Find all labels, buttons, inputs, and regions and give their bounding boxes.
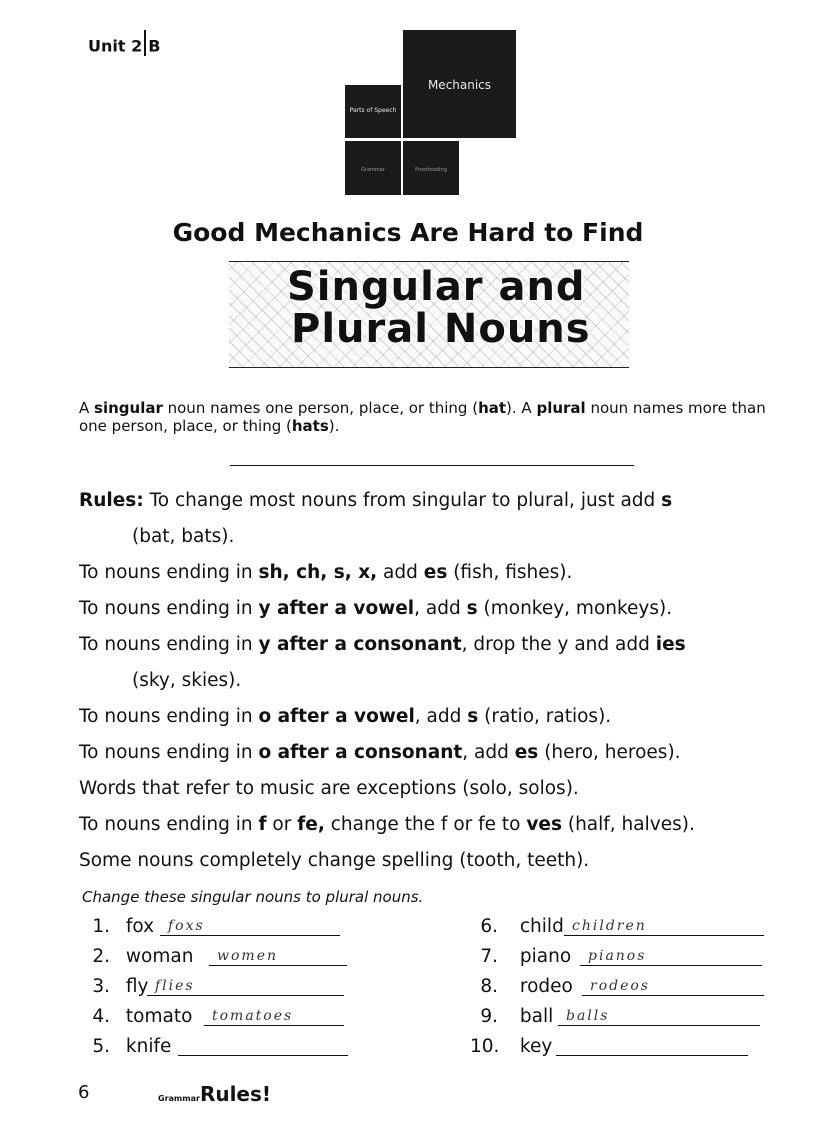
answer-field[interactable]: tomatoes <box>204 1006 344 1026</box>
answer-field[interactable]: children <box>564 916 764 936</box>
page-title: Good Mechanics Are Hard to Find <box>172 218 644 247</box>
answer-field[interactable]: women <box>209 946 347 966</box>
exercise-instruction: Change these singular nouns to plural nouns. <box>82 888 424 906</box>
mechanics-box: Mechanics <box>403 30 516 138</box>
grammar-box: Grammar <box>345 141 401 195</box>
answer-field[interactable]: rodeos <box>582 976 764 996</box>
exercise-item-10: 10. key <box>470 1034 552 1060</box>
rule-line-2: To nouns ending in sh, ch, s, x, add es (fish, fishes). <box>79 562 573 583</box>
rule-line-5: To nouns ending in o after a vowel, add s (ratio, ratios). <box>79 706 612 727</box>
exercise-item-1: 1. fox foxs <box>92 914 154 940</box>
answer-field[interactable]: flies <box>147 976 344 996</box>
rule-line-7: Words that refer to music are exceptions (solo, solos). <box>79 778 579 799</box>
exercise-item-4: 4. tomato tomatoes <box>92 1004 192 1030</box>
exercise-item-9: 9. ball balls <box>470 1004 553 1030</box>
proofreading-box: Proofreading <box>403 141 459 195</box>
rule-line-3: To nouns ending in y after a vowel, add s (monkey, monkeys). <box>79 598 673 619</box>
banner-line-1: Singular and <box>287 264 586 310</box>
rules-section <box>79 487 799 883</box>
rule-line-4: To nouns ending in y after a consonant, drop the y and add ies <box>79 634 686 655</box>
banner-line-2: Plural Nouns <box>291 306 591 352</box>
rule-line-1: Rules: To change most nouns from singular to plural, just add s <box>79 490 673 511</box>
unit-divider <box>144 30 146 56</box>
rule-line-8: To nouns ending in f or fe, change the f or fe to ves (half, halves). <box>79 814 695 835</box>
answer-field[interactable]: balls <box>558 1006 760 1026</box>
parts-of-speech-box: Parts of Speech <box>345 85 401 138</box>
page-number: 6 <box>78 1082 90 1103</box>
divider-line <box>230 465 634 466</box>
exercise-item-5: 5. knife <box>92 1034 171 1060</box>
rule-line-1-cont: (bat, bats). <box>132 526 235 547</box>
brand-logo: GrammarRules! <box>158 1082 272 1106</box>
exercise-item-2: 2. woman women <box>92 944 193 970</box>
exercise-item-7: 7. piano pianos <box>470 944 571 970</box>
answer-field[interactable]: pianos <box>580 946 762 966</box>
intro-paragraph: A singular noun names one person, place, or thing (hat). A plural noun names more than one person, place, or thing (hats). <box>79 399 766 435</box>
answer-field[interactable]: foxs <box>160 916 340 936</box>
unit-label: Unit 2 B <box>88 34 160 60</box>
exercise-item-6: 6. child children <box>470 914 564 940</box>
exercise-item-8: 8. rodeo rodeos <box>470 974 573 1000</box>
exercise-item-3: 3. fly flies <box>92 974 149 1000</box>
answer-field[interactable] <box>556 1036 748 1056</box>
rule-line-9: Some nouns completely change spelling (tooth, teeth). <box>79 850 590 871</box>
rule-line-6: To nouns ending in o after a consonant, add es (hero, heroes). <box>79 742 681 763</box>
rule-line-4-cont: (sky, skies). <box>132 670 242 691</box>
title-banner <box>229 261 629 368</box>
answer-field[interactable] <box>178 1036 348 1056</box>
